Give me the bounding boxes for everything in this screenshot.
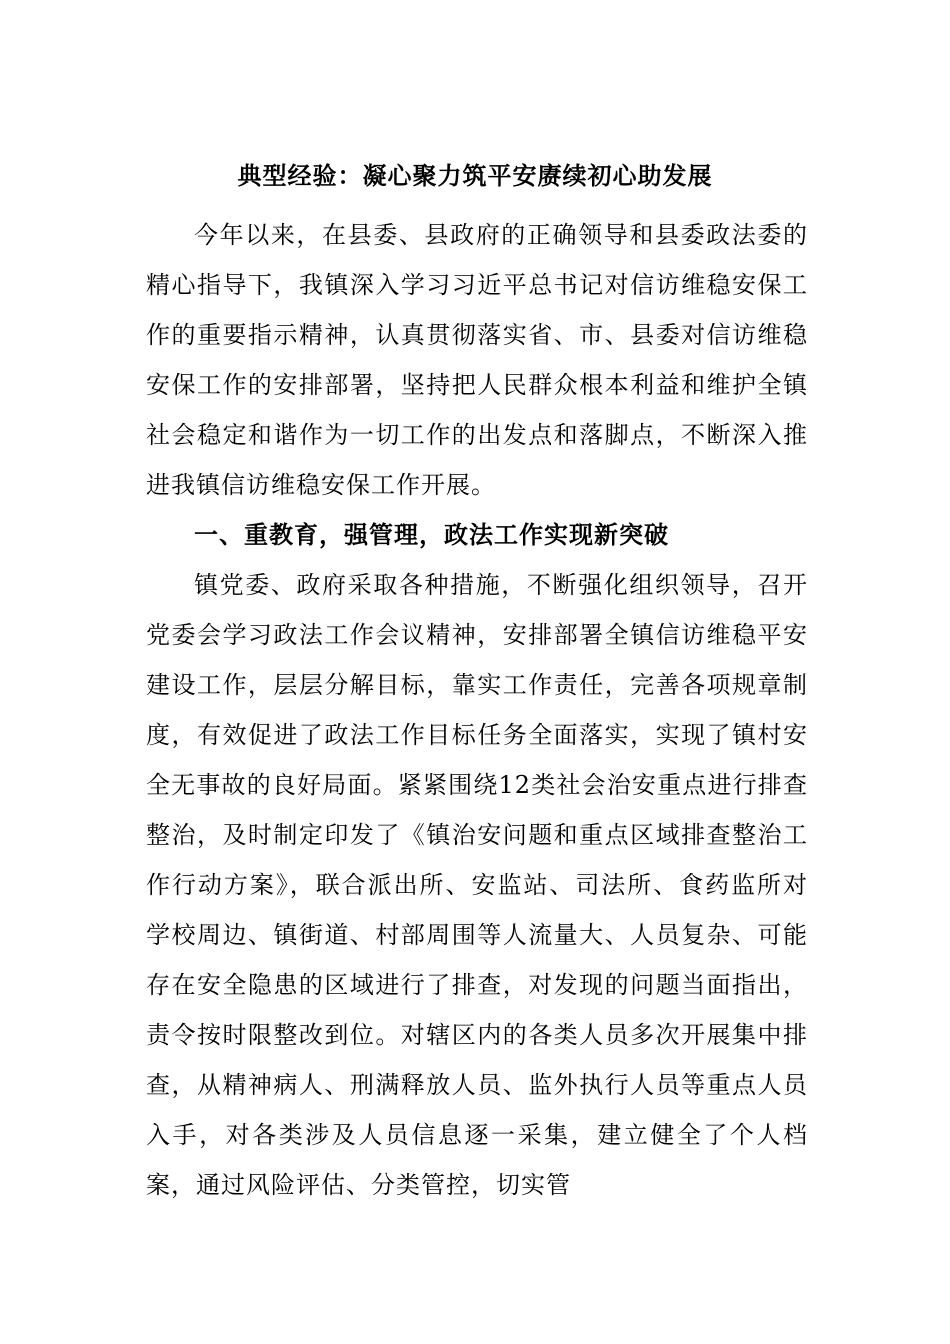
document-title: 典型经验：凝心聚力筑平安赓续初心助发展: [237, 161, 713, 190]
section-1: [146, 510, 808, 1210]
section-1-paragraph: 镇党委、政府采取各种措施，不断强化组织领导，召开党委会学习政法工作会议精神，安排部署全镇信访维稳平安建设工作，层层分解目标，靠实工作责任，完善各项规章制度，有效促进了政法工作目标任务全面落实，实现了镇村安全无事故的良好局面。紧紧围绕12类社会治安重点进行排查整治，及时制定印发了《镇治安问题和重点区域排查整治工作行动方案》，联合派出所、安监站、司法所、食药监所对学校周边、镇街道、村部周围等人流量大、人员复杂、可能存在安全隐患的区域进行了排查，对发现的问题当面指出，责令按时限整改到位。对辖区内的各类人员多次开展集中排查，从精神病人、刑满释放人员、监外执行人员等重点人员入手，对各类涉及人员信息逐一采集，建立健全了个人档案，通过风险评估、分类管控，切实管: [146, 571, 808, 1199]
section-1-heading: 一、重教育，强管理，政法工作实现新突破: [194, 520, 669, 549]
intro-paragraph: 今年以来，在县委、县政府的正确领导和县委政法委的精心指导下，我镇深入学习习近平总书记对信访维稳安保工作的重要指示精神，认真贯彻落实省、市、县委对信访维稳安保工作的安排部署，坚持把人民群众根本利益和维护全镇社会稳定和谐作为一切工作的出发点和落脚点，不断深入推进我镇信访维稳安保工作开展。: [146, 221, 808, 499]
intro-block: [146, 210, 808, 510]
